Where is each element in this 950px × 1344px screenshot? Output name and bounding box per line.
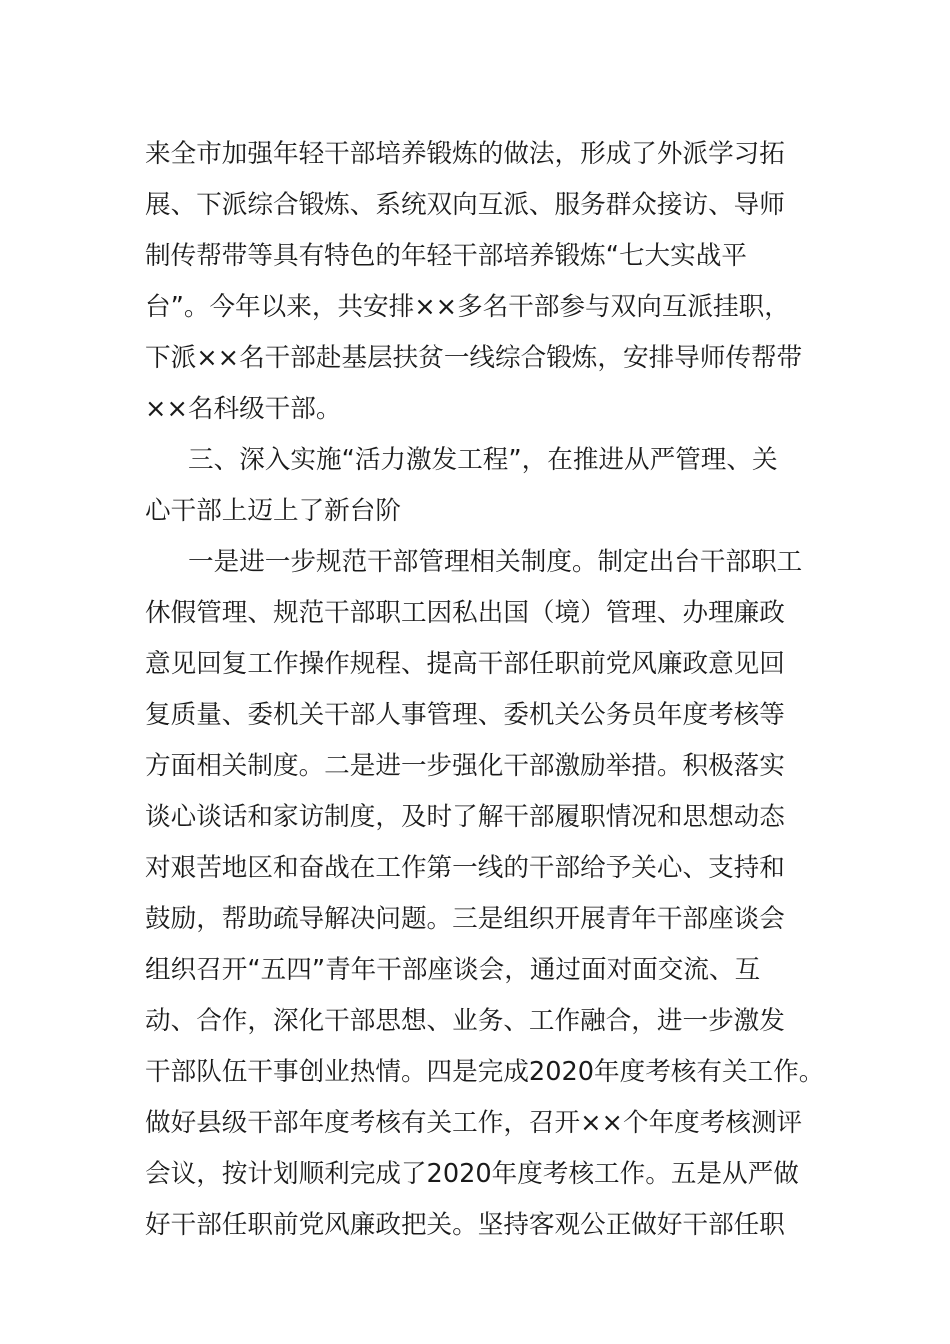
text-line: 下派××名干部赴基层扶贫一线综合锻炼，安排导师传帮带 (145, 343, 803, 373)
text-line: 干部队伍干事创业热情。四是完成2020年度考核有关工作。 (145, 1057, 825, 1087)
text-line: 一是进一步规范干部管理相关制度。制定出台干部职工 (188, 547, 803, 577)
text-line: 鼓励，帮助疏导解决问题。三是组织开展青年干部座谈会 (145, 904, 785, 934)
text-line: 意见回复工作操作规程、提高干部任职前党风廉政意见回 (145, 649, 785, 679)
section-heading-line: 三、深入实施“活力激发工程”，在推进从严管理、关 (188, 445, 778, 475)
text-line: 来全市加强年轻干部培养锻炼的做法，形成了外派学习拓 (145, 139, 785, 169)
text-line: 台”。今年以来，共安排××多名干部参与双向互派挂职， (145, 292, 790, 322)
text-line: 谈心谈话和家访制度，及时了解干部履职情况和思想动态 (145, 802, 785, 832)
text-line: 组织召开“五四”青年干部座谈会，通过面对面交流、互 (145, 955, 761, 985)
text-line: 好干部任职前党风廉政把关。坚持客观公正做好干部任职 (145, 1210, 785, 1240)
text-line: 会议，按计划顺利完成了2020年度考核工作。五是从严做 (145, 1159, 799, 1189)
text-line: 动、合作，深化干部思想、业务、工作融合，进一步激发 (145, 1006, 785, 1036)
text-line: 展、下派综合锻炼、系统双向互派、服务群众接访、导师 (145, 190, 785, 220)
text-line: 对艰苦地区和奋战在工作第一线的干部给予关心、支持和 (145, 853, 785, 883)
text-line: 复质量、委机关干部人事管理、委机关公务员年度考核等 (145, 700, 785, 730)
text-line: 休假管理、规范干部职工因私出国（境）管理、办理廉政 (145, 598, 785, 628)
text-line: 做好县级干部年度考核有关工作，召开××个年度考核测评 (145, 1108, 803, 1138)
text-line: 方面相关制度。二是进一步强化干部激励举措。积极落实 (145, 751, 785, 781)
section-heading-line: 心干部上迈上了新台阶 (145, 496, 401, 526)
text-line: ××名科级干部。 (145, 394, 342, 424)
text-line: 制传帮带等具有特色的年轻干部培养锻炼“七大实战平 (145, 241, 747, 271)
